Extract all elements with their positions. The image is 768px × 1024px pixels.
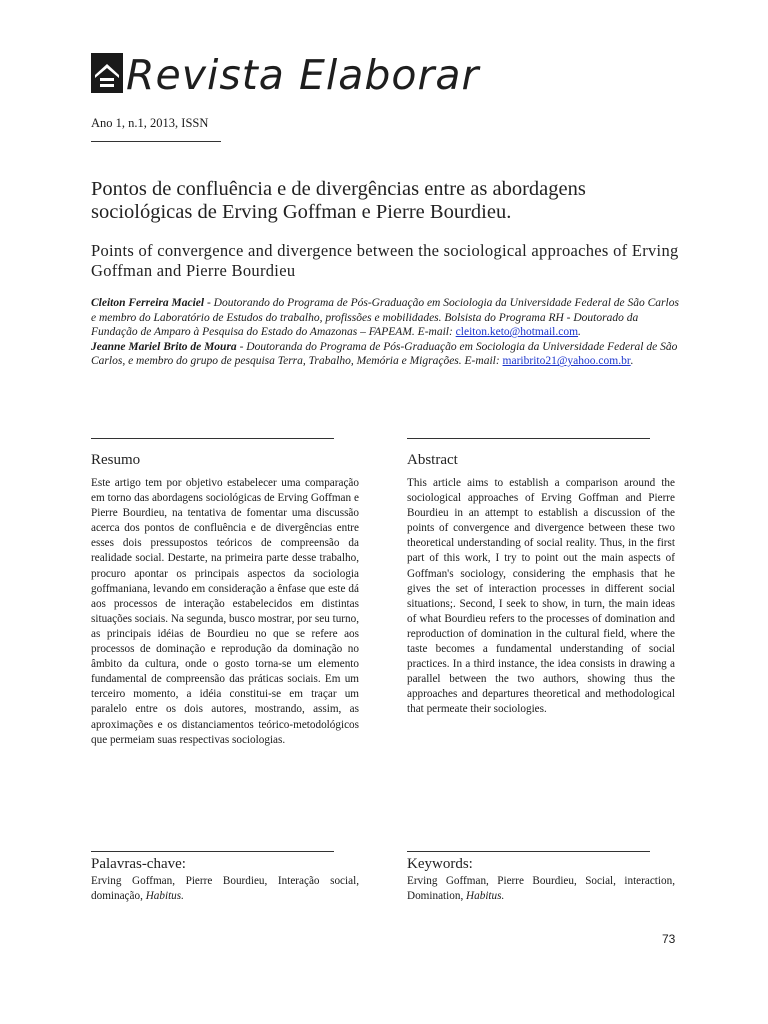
author-name: Jeanne Mariel Brito de Moura (91, 340, 237, 353)
palavras-chave-text: Erving Goffman, Pierre Bourdieu, Interação social, dominação, Habitus. (91, 875, 359, 903)
palavras-chave-heading: Palavras-chave: (91, 856, 186, 872)
keywords-italic: Habitus. (466, 890, 505, 903)
issue-info: Ano 1, n.1, 2013, ISSN (91, 116, 209, 130)
resumo-heading: Resumo (91, 452, 141, 468)
keywords-heading: Keywords: (407, 856, 473, 872)
author-entry: Cleiton Ferreira Maciel - Doutorando do Programa de Pós-Graduação em Sociologia da Universidade Federal de São Carlos e membro do Laboratório de Estudos do trabalho, profissões e mobilidades. Bolsista do Programa RH - Doutorado da Fundação de Amparo à Pesquisa do Estado do Amazonas – FAPEAM. E-mail: cleiton.keto@hotmail.com. (91, 297, 679, 339)
palavras-chave-divider (91, 851, 334, 852)
abstract-text: This article aims to establish a comparison around the sociological approaches of Erving Goffman and Pierre Bourdieu in an attempt to establish a discussion of the points of convergence and divergence between these two theoretical understanding of social reality. Thus, in the first part of this work, I try to point out the main aspects of Goffman's sociology, considering the emphasis that he gives the set of interaction processes in different social situations;. Second, I seek to show, in turn, the main ideas of what Bourdieu refers to the processes of domination and reproduction of domination in the cultural field, where the taste becomes a fundamental understanding of social practices. In a third instance, the idea consists in drawing a parallel between the two authors, showing thus the approaches and departures theoretical and methodological that permeate their sociologies. (407, 477, 675, 716)
header-divider (91, 141, 221, 142)
journal-title: Revista Elaborar (126, 51, 480, 99)
abstract-heading: Abstract (407, 452, 458, 468)
article-title-pt: Pontos de confluência e de divergências entre as abordagens sociológicas de Erving Goffman e Pierre Bourdieu. (91, 178, 586, 223)
author-name: Cleiton Ferreira Maciel (91, 297, 205, 309)
resumo-text: Este artigo tem por objetivo estabelecer uma comparação em torno das abordagens sociológicas de Erving Goffman e Pierre Bourdieu, na tentativa de fomentar uma discussão acerca dos pontos de confluência e de divergências entre esses dois pressupostos teóricos de compreensão da realidade social. Destarte, na primeira parte desse trabalho, procuro apontar os principais aspectos da sociologia goffmaniana, levando em consideração a ênfase que este dá aos processos de interação estabelecidos em distintas situações sociais. Na segunda, busco mostrar, por seu turno, as principais idéias de Bourdieu no que se refere aos processos de dominação e reprodução da dominação no âmbito da cultura, onde o gosto torna-se um elemento fundamental de compreensão das práticas sociais. Em um terceiro momento, a idéia constitui-se em traçar um paralelo entre os dois autores, mostrando, assim, as aproximações e os distanciamentos teórico-metodológicos que permeiam suas respectivas sociologias. (91, 477, 359, 746)
palavras-chave-italic: Habitus. (145, 890, 184, 903)
author-email-link[interactable]: cleiton.keto@hotmail.com (455, 326, 579, 339)
author-description: - Doutoranda do Programa de Pós-Graduação em Sociologia da Universidade Federal de São Carlos, e membro do grupo de pesquisa Terra, Trabalho, Memória e Migrações. E-mail: (91, 340, 678, 368)
resumo-divider (91, 438, 334, 439)
page-number: 73 (662, 932, 676, 946)
author-description: - Doutorando do Programa de Pós-Graduação em Sociologia da Universidade Federal de São Carlos e membro do Laboratório de Estudos do trabalho, profissões e mobilidades. Bolsista do Programa RH - Doutorado da Fundação de Amparo à Pesquisa do Estado do Amazonas – FAPEAM. E-mail: (91, 297, 679, 339)
author-affiliations (91, 296, 681, 369)
keywords-divider (407, 851, 650, 852)
journal-logo-icon (91, 53, 123, 93)
author-entry: Jeanne Mariel Brito de Moura - Doutoranda do Programa de Pós-Graduação em Sociologia da Universidade Federal de São Carlos, e membro do grupo de pesquisa Terra, Trabalho, Memória e Migrações. E-mail: maribrito21@yahoo.com.br. (91, 340, 678, 368)
author-email-link[interactable]: maribrito21@yahoo.com.br (502, 355, 631, 368)
abstract-divider (407, 438, 650, 439)
article-title-en: Points of convergence and divergence between the sociological approaches of Erving Goffman and Pierre Bourdieu (91, 241, 679, 280)
keywords-text: Erving Goffman, Pierre Bourdieu, Social, interaction, Domination, Habitus. (407, 875, 675, 903)
